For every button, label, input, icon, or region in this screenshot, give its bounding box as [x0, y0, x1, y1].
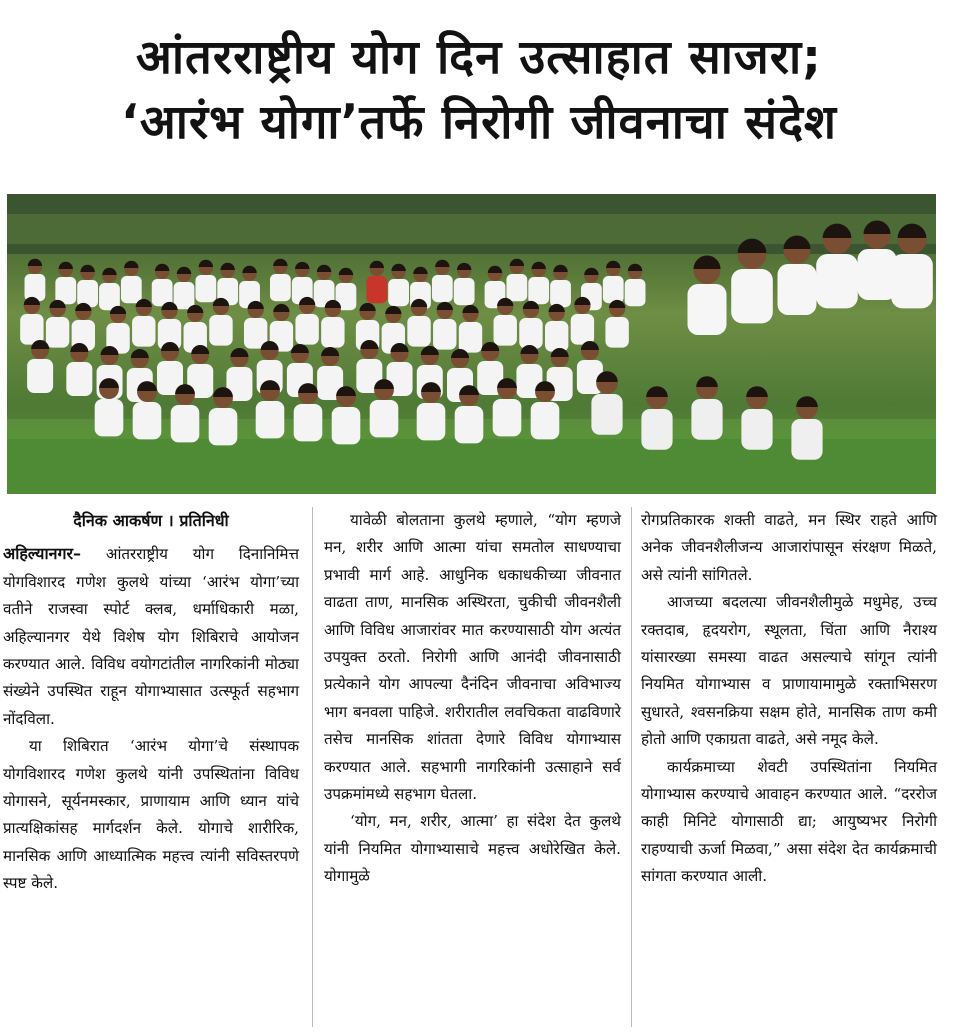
participant	[195, 260, 216, 302]
paragraph-1-text: आंतरराष्ट्रीय योग दिनानिमित्त योगविशारद गणेश कुलथे यांच्या ‘आरंभ योगा’च्या वतीने राजस्वा स्पोर्ट क्लब, धर्माधिकारी मळा, अहिल्यानगर येथे विशेष योग शिबिराचे आयोजन करण्यात आले. विविध वयोगटांतील नागरिकांनी मोठ्या संख्येने उपस्थित राहून योगाभ्यासात उत्स्फूर्त सहभाग नोंदविला.	[3, 545, 299, 728]
participant	[528, 262, 549, 304]
participant	[432, 260, 453, 302]
dateline: अहिल्यानगर–	[3, 544, 82, 564]
participant	[72, 303, 95, 351]
column-divider	[631, 507, 632, 1027]
participant	[55, 262, 76, 304]
participant	[641, 386, 672, 450]
paragraph-1	[3, 540, 299, 733]
participant	[66, 343, 92, 396]
participant	[77, 265, 98, 307]
participant	[459, 305, 482, 353]
participant	[25, 259, 46, 301]
participant	[688, 256, 727, 336]
participant	[121, 261, 142, 303]
paragraph-7: कार्यक्रमाच्या शेवटी उपस्थितांना नियमित योगाभ्यास करण्याचे आवाहन करण्यात आले. “दररोज काही मिनिटे योगासाठी द्या; आयुष्यभर निरोगी राहण्याची ऊर्जा मिळवा,” असा संदेश देत कार्यक्रमाची सांगता करण्यात आली.	[641, 757, 937, 886]
paragraph-6: आजच्या बदलत्या जीवनशैलीमुळे मधुमेह, उच्च रक्तदाब, हृदयरोग, स्थूलता, चिंता आणि नैराश्य यांसारख्या समस्या वाढत असल्याचे सांगून त्यांनी नियमित योगाभ्यास व प्राणायामामुळे रक्ताभिसरण सुधारते, श्वसनक्रिया सक्षम होते, मानसिक ताण कमी होतो आणि एकाग्रता वाढते, असे नमूद केले.	[641, 593, 937, 749]
participant	[174, 267, 195, 309]
participant	[366, 261, 387, 303]
participant	[132, 299, 155, 347]
participant	[519, 301, 542, 349]
participant	[545, 304, 568, 352]
participant	[388, 264, 409, 306]
participant	[27, 340, 53, 393]
column-divider	[312, 507, 313, 1027]
column-1	[3, 507, 299, 898]
paragraph-5: रोगप्रतिकारक शक्ती वाढते, मन स्थिर राहते आणि अनेक जीवनशैलीजन्य आजारांपासून संरक्षण मिळते, असे त्यांनी सांगितले.	[641, 511, 937, 584]
group-photo	[7, 194, 936, 494]
headline	[0, 28, 958, 154]
participant	[20, 297, 43, 345]
participant	[184, 305, 207, 353]
column-3	[641, 507, 937, 891]
participant	[741, 386, 772, 450]
participants	[20, 221, 933, 460]
participant	[691, 376, 722, 440]
participant	[506, 259, 527, 301]
column-2	[324, 507, 621, 891]
participant	[454, 263, 475, 305]
participant	[433, 302, 456, 350]
byline: दैनिक आकर्षण । प्रतिनिधी	[73, 511, 229, 530]
paragraph-3: यावेळी बोलताना कुलथे म्हणाले, “योग म्हणजे मन, शरीर आणि आत्मा यांचा समतोल साधण्याचा प्रभावी मार्ग आहे. आधुनिक धकाधकीच्या जीवनात वाढता ताण, मानसिक अस्थिरता, चुकीची जीवनशैली आणि विविध आजारांवर मात करण्यासाठी योग अत्यंत उपयुक्त ठरतो. निरोगी आणि आनंदी जीवनासाठी प्रत्येकाने योग आपल्या दैनंदिन जीवनाचा अविभाज्य भाग बनवला पाहिजे. शरीरातील लवचिकता वाढविणारे तसेच मानसिक शांतता देणारे विविध योगाभ्यास करण्यात आले. सहभागी नागरिकांनी उत्साहाने सर्व उपक्रमांमध्ये सहभाग घेतला.	[324, 511, 621, 804]
participant	[270, 259, 291, 301]
participant	[550, 265, 571, 307]
participant	[791, 396, 822, 460]
participant	[46, 300, 69, 348]
participant	[605, 300, 628, 348]
group-photo-illustration	[7, 194, 936, 494]
participant	[603, 261, 624, 303]
participant	[152, 264, 173, 306]
paragraph-4: ‘योग, मन, शरीर, आत्मा’ हा संदेश देत कुलथे यांनी नियमित योगाभ्यासाचे महत्त्व अधोरेखित केले. योगामुळे	[324, 812, 621, 886]
participant	[625, 264, 646, 306]
headline-line-1: आंतरराष्ट्रीय योग दिन उत्साहात साजरा;	[136, 30, 822, 85]
participant	[99, 268, 120, 310]
paragraph-2: या शिबिरात ‘आरंभ योगा’चे संस्थापक योगविशारद गणेश कुलथे यांनी उपस्थितांना विविध योगासने, सूर्यनमस्कार, प्राणायाम आणि ध्यान यांचे प्रात्यक्षिकांसह मार्गदर्शन केले. योगाचे शारीरिक, मानसिक आणि आध्यात्मिक महत्त्व त्यांनी सविस्तरपणे स्पष्ट केले.	[3, 737, 299, 893]
headline-line-2: ‘आरंभ योगा’तर्फे निरोगी जीवनाचा संदेश	[121, 95, 837, 150]
